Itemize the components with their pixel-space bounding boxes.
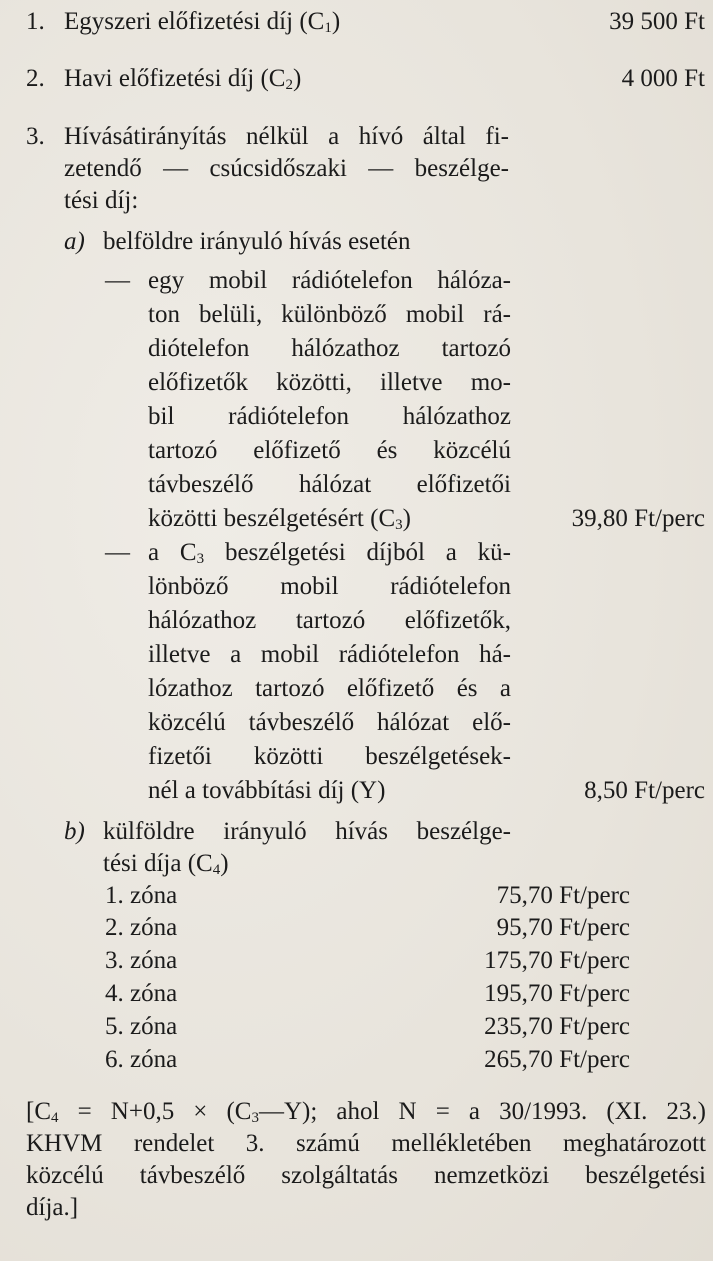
zone-rate: 75,70 Ft/perc [496, 882, 630, 909]
zone-name: 2. zóna [105, 914, 178, 941]
zone-rate: 265,70 Ft/perc [484, 1046, 630, 1073]
section-a-dash2-line: lózathoz tartozó előfizető és a [148, 675, 511, 702]
section-a-label: a) [64, 228, 85, 255]
item-1-number: 1. [26, 8, 45, 35]
zone-rate: 235,70 Ft/perc [484, 1013, 630, 1040]
section-a-dash1-line: előfizetők közötti, illetve mo- [148, 369, 511, 396]
section-a-dash2-line: hálózathoz tartozó előfizetők, [148, 607, 511, 634]
section-a-dash1-line: bil rádiótelefon hálózathoz [148, 403, 511, 430]
dash: — [105, 267, 130, 294]
footnote-line: KHVM rendelet 3. számú mellékletében meghatározott [26, 1130, 706, 1157]
item-2-number: 2. [26, 65, 45, 92]
section-b-label: b) [64, 818, 85, 845]
item-3-number: 3. [26, 123, 45, 150]
footnote-line: közcélú távbeszélő szolgáltatás nemzetközi beszélgetési [26, 1162, 706, 1189]
section-a-dash2-line: fizetői közötti beszélgetések- [148, 743, 511, 770]
item-2-label: Havi előfizetési díj $(C_2)$ [64, 65, 302, 93]
section-a-dash1-line: egy mobil rádiótelefon hálóza- [148, 267, 511, 294]
zone-name: 5. zóna [105, 1013, 178, 1040]
section-a-dash1-line: diótelefon hálózathoz tartozó [148, 335, 511, 362]
item-3-line: tési díj: [64, 187, 139, 214]
zone-name: 1. zóna [105, 882, 178, 909]
item-1-label: Egyszeri előfizetési díj $(C_1)$ [64, 8, 341, 36]
section-a-dash2-first: a $C_3$ beszélgetési díjból a kü- [148, 539, 511, 567]
footnote-line: díja.] [26, 1194, 79, 1221]
zone-rate: 195,70 Ft/perc [484, 980, 630, 1007]
dash: — [105, 539, 130, 566]
section-a-dash1-value: 39,80 Ft/perc [571, 505, 705, 532]
item-3-line: zetendő — csúcsidőszaki — beszélge- [64, 155, 509, 182]
section-a-heading: belföldre irányuló hívás esetén [103, 228, 411, 255]
zone-name: 3. zóna [105, 947, 178, 974]
section-a-dash1-line: távbeszélő hálózat előfizetői [148, 471, 511, 498]
section-a-dash1-line: ton belüli, különböző mobil rá- [148, 301, 511, 328]
section-a-dash2-line: közcélú távbeszélő hálózat elő- [148, 709, 511, 736]
item-3-line: Hívásátirányítás nélkül a hívó által fi- [64, 123, 509, 150]
zone-name: 6. zóna [105, 1046, 178, 1073]
item-2-value: 4 000 Ft [621, 65, 705, 92]
section-a-dash1-last: közötti beszélgetésért $(C_3)$ [148, 505, 411, 533]
section-a-dash2-line: lönböző mobil rádiótelefon [148, 573, 511, 600]
section-b-line: külföldre irányuló hívás beszélge- [103, 818, 511, 845]
section-a-dash1-line: tartozó előfizető és közcélú [148, 437, 511, 464]
item-1-value: 39 500 Ft [609, 8, 705, 35]
section-a-dash2-last: nél a továbbítási díj (Y) [148, 777, 386, 804]
zone-rate: 175,70 Ft/perc [484, 947, 630, 974]
section-b-line: tési díja $(C_4)$ [103, 850, 229, 878]
zone-rate: 95,70 Ft/perc [496, 914, 630, 941]
section-a-dash2-value: 8,50 Ft/perc [584, 777, 705, 804]
section-a-dash2-line: illetve a mobil rádiótelefon há- [148, 641, 511, 668]
zone-name: 4. zóna [105, 980, 178, 1007]
footnote-line: [$C_4 = N+0,5$ × $(C_3—Y)$; ahol N = a 30/1993. (XI. 23.) [26, 1098, 706, 1126]
